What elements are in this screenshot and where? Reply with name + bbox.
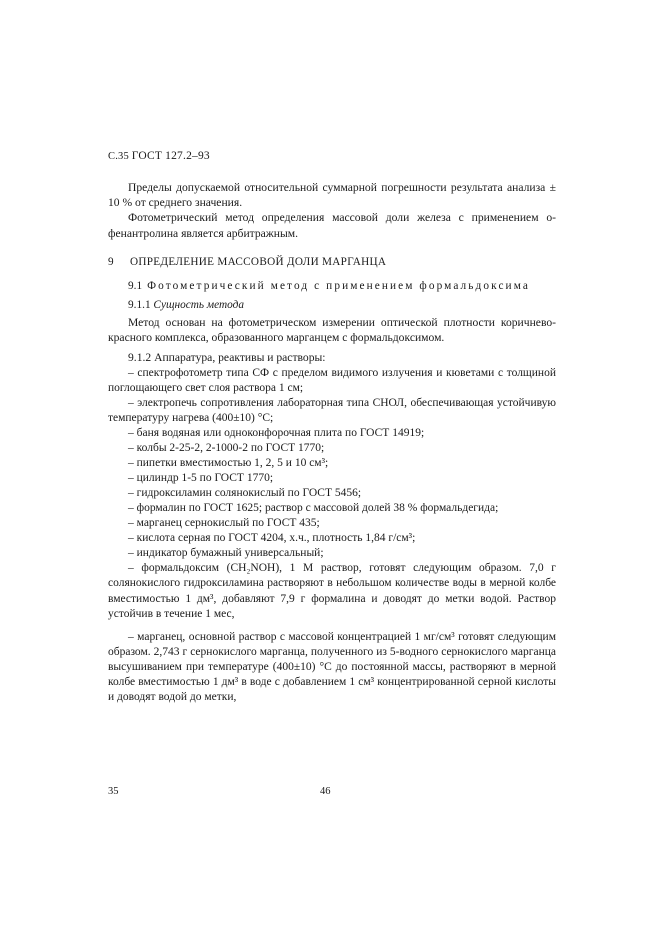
section-9-1-1-heading xyxy=(108,298,556,313)
page-content xyxy=(108,150,556,705)
section-9-1-1-title: Сущность метода xyxy=(153,299,244,312)
list-item: – баня водяная или одноконфорочная плита по ГОСТ 14919; xyxy=(128,426,425,439)
page-number-mark: С.35 xyxy=(108,151,129,162)
paragraph-arbitration-method: Фотометрический метод определения массовой доли железа с применением о-фенантролина является арбитражным. xyxy=(108,211,556,240)
list-item: – колбы 2-25-2, 2-1000-2 по ГОСТ 1770; xyxy=(128,441,325,454)
footer-page-left: 35 xyxy=(108,786,119,797)
list-item: – спектрофотометр типа СФ с пределом видимого излучения и кюветами с толщиной поглощающего свет слоя раствора 1 см; xyxy=(108,366,556,394)
section-9-1-2-heading xyxy=(108,350,556,365)
section-9-1-2-title: Аппаратура, реактивы и растворы: xyxy=(154,351,326,365)
paragraph-error-limits: Пределы допускаемой относительной суммарной погрешности результата анализа ± 10 % от среднего значения. xyxy=(108,181,556,210)
standard-designation: ГОСТ 127.2–93 xyxy=(131,150,210,162)
section-9-1-title: Фотометрический метод с применением формальдоксима xyxy=(147,280,530,293)
section-9-1-number: 9.1 xyxy=(128,280,143,293)
list-item: – марганец сернокислый по ГОСТ 435; xyxy=(128,517,320,530)
list-item-formaldoxime: – формальдоксим (CH₂NOH), 1 М раствор, готовят следующим образом. 7,0 г солянокислого гидроксиламина растворяют в небольшом количестве воды в мерной колбе вместимостью 1 дм³, добавляют 7,9 г формалина и доводят до метки водой. Раствор устойчив в течение 1 мес, xyxy=(108,562,556,620)
section-9-1-2-number: 9.1.2 xyxy=(128,351,152,365)
section-9-1-1-number: 9.1.1 xyxy=(128,299,151,312)
paragraph-method-essence: Метод основан на фотометрическом измерении оптической плотности коричнево-красного комплекса, образованного марганцем с формальдоксимом. xyxy=(108,316,556,345)
list-item: – формалин по ГОСТ 1625; раствор с массовой долей 38 % формальдегида; xyxy=(128,502,499,515)
list-item: – гидроксиламин солянокислый по ГОСТ 5456; xyxy=(128,487,362,500)
list-item: – индикатор бумажный универсальный; xyxy=(128,547,324,560)
footer-page-middle: 46 xyxy=(320,786,331,797)
page-header xyxy=(108,150,556,162)
list-item: – электропечь сопротивления лабораторная типа СНОЛ, обеспечивающая устойчивую температуру нагрева (400±10) °С; xyxy=(108,396,556,424)
section-9-1-heading xyxy=(108,279,556,294)
list-item: – кислота серная по ГОСТ 4204, х.ч., плотность 1,84 г/см³; xyxy=(128,532,416,545)
list-item: – пипетки вместимостью 1, 2, 5 и 10 см³; xyxy=(128,456,329,469)
section-9-heading xyxy=(108,255,556,270)
section-9-title: ОПРЕДЕЛЕНИЕ МАССОВОЙ ДОЛИ МАРГАНЦА xyxy=(130,255,387,268)
list-item-manganese-solution: – марганец, основной раствор с массовой концентрацией 1 мг/см³ готовят следующим образом. 2,743 г сернокислого марганца, полученного из 5-водного сернокислого марганца высушиванием при температуре (400±10) °С до постоянной массы, растворяют в мерной колбе вместимостью 1 дм³ в воде с добавлением 1 см³ концентрированной серной кислоты и доводят водой до метки, xyxy=(108,630,556,703)
section-9-number: 9 xyxy=(108,255,114,268)
list-item: – цилиндр 1-5 по ГОСТ 1770; xyxy=(128,472,274,485)
